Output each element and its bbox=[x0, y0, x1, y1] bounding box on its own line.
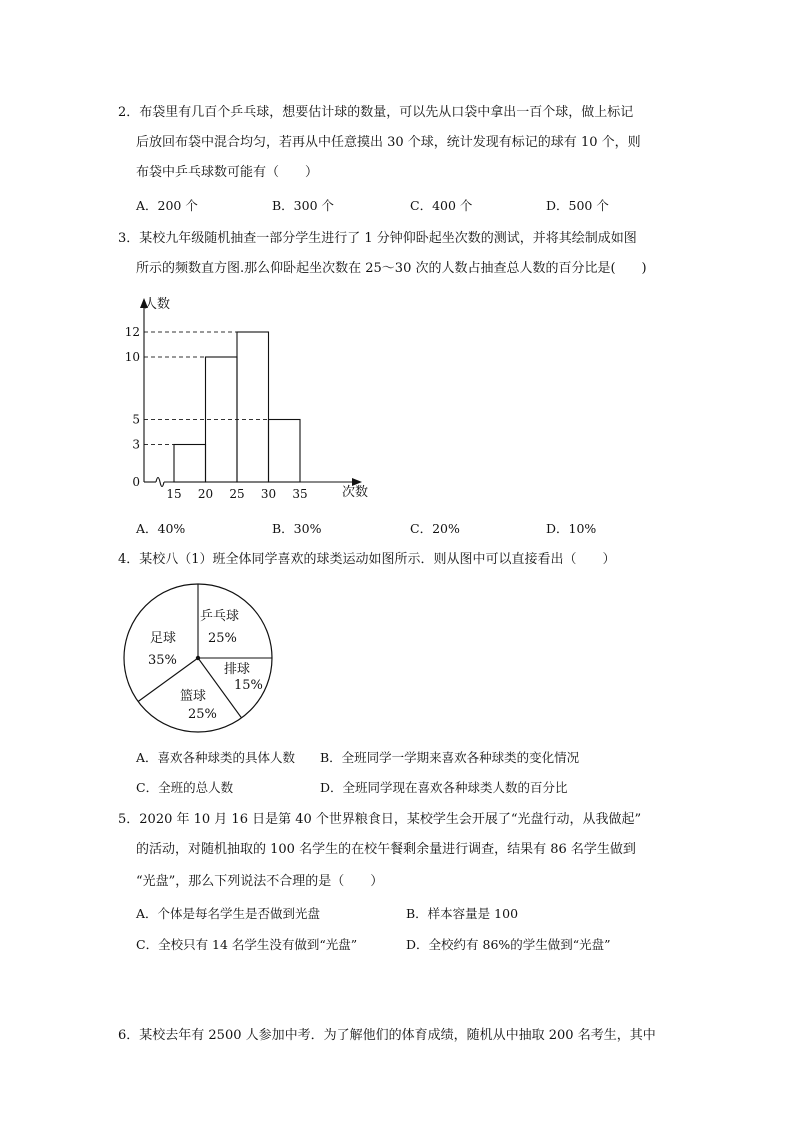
q4-option-d: D．全班同学现在喜欢各种球类人数的百分比 bbox=[320, 780, 568, 795]
q3-option-b: B．30% bbox=[272, 521, 322, 536]
q2-line-3: 布袋中乒乓球数可能有（ ） bbox=[136, 165, 319, 180]
q2-option-b: B．300 个 bbox=[272, 198, 335, 213]
x-tick-label: 25 bbox=[229, 487, 245, 501]
pie-label-pingpong: 乒乓球 bbox=[200, 609, 240, 624]
histogram-bar bbox=[237, 332, 269, 482]
q5-option-a: A．个体是每名学生是否做到光盘 bbox=[136, 906, 321, 921]
q6-line-1: 6．某校去年有 2500 人参加中考．为了解他们的体育成绩，随机从中抽取 200 名考生，其中 bbox=[118, 1028, 656, 1043]
q5-line-1: 5．2020 年 10 月 16 日是第 40 个世界粮食日，某校学生会开展了“光盘行动，从我做起” bbox=[118, 812, 642, 827]
pie-center-dot bbox=[196, 656, 200, 660]
axis-break-mark bbox=[156, 478, 164, 487]
q5-line-3: “光盘”，那么下列说法不合理的是（ ） bbox=[136, 874, 384, 889]
pie-pct-volleyball: 15% bbox=[234, 678, 263, 693]
y-tick-label: 3 bbox=[132, 437, 140, 452]
q2-option-c: C．400 个 bbox=[410, 198, 473, 213]
y-tick-label: 12 bbox=[124, 325, 140, 339]
histogram-bar bbox=[269, 420, 301, 483]
y-axis-label: 人数 bbox=[144, 297, 171, 312]
q3-line-2: 所示的频数直方图.那么仰卧起坐次数在 25～30 次的人数占抽查总人数的百分比是( ) bbox=[136, 261, 647, 276]
q3-option-d: D．10% bbox=[546, 521, 597, 536]
q3-option-c: C．20% bbox=[410, 521, 460, 536]
histogram-bar bbox=[174, 445, 206, 483]
q5-option-d: D．全校约有 86%的学生做到“光盘” bbox=[406, 937, 611, 952]
q3-option-a: A．40% bbox=[136, 521, 186, 536]
pie-pct-pingpong: 25% bbox=[208, 631, 237, 646]
y-tick-label: 10 bbox=[124, 350, 140, 364]
q4-option-b: B．全班同学一学期来喜欢各种球类的变化情况 bbox=[320, 750, 580, 765]
q4-option-c: C．全班的总人数 bbox=[136, 780, 234, 795]
q2-line-1: 2．布袋里有几百个乒乓球，想要估计球的数量，可以先从口袋中拿出一百个球，做上标记 bbox=[118, 105, 634, 120]
pie-label-basketball: 篮球 bbox=[180, 689, 207, 704]
pie-chart bbox=[118, 580, 278, 740]
pie-pct-football: 35% bbox=[148, 653, 177, 668]
pie-label-volleyball: 排球 bbox=[224, 662, 251, 677]
q2-line-2: 后放回布袋中混合均匀，若再从中任意摸出 30 个球，统计发现有标记的球有 10 个，则 bbox=[136, 135, 641, 150]
q5-line-2: 的活动，对随机抽取的 100 名学生的在校午餐剩余量进行调查，结果有 86 名学生做到 bbox=[136, 842, 636, 857]
x-tick-label: 15 bbox=[166, 487, 182, 501]
pie-label-football: 足球 bbox=[150, 631, 177, 646]
x-axis-label: 次数 bbox=[342, 485, 369, 500]
x-tick-label: 30 bbox=[260, 487, 277, 501]
x-tick-label: 20 bbox=[197, 487, 214, 501]
pie-pct-basketball: 25% bbox=[188, 707, 217, 722]
histogram-chart bbox=[120, 290, 380, 505]
q4-line-1: 4．某校八（1）班全体同学喜欢的球类运动如图所示．则从图中可以直接看出（ ） bbox=[118, 552, 616, 567]
y-tick-label: 5 bbox=[132, 412, 140, 427]
q5-option-c: C．全校只有 14 名学生没有做到“光盘” bbox=[136, 937, 358, 952]
q2-option-a: A．200 个 bbox=[136, 198, 198, 213]
q5-option-b: B．样本容量是 100 bbox=[406, 906, 519, 921]
q2-option-d: D．500 个 bbox=[546, 198, 609, 213]
q3-line-1: 3．某校九年级随机抽查一部分学生进行了 1 分钟仰卧起坐次数的测试，并将其绘制成如图 bbox=[118, 231, 637, 246]
y-tick-label: 0 bbox=[132, 475, 140, 489]
x-tick-label: 35 bbox=[292, 487, 308, 501]
q4-option-a: A．喜欢各种球类的具体人数 bbox=[136, 750, 296, 765]
